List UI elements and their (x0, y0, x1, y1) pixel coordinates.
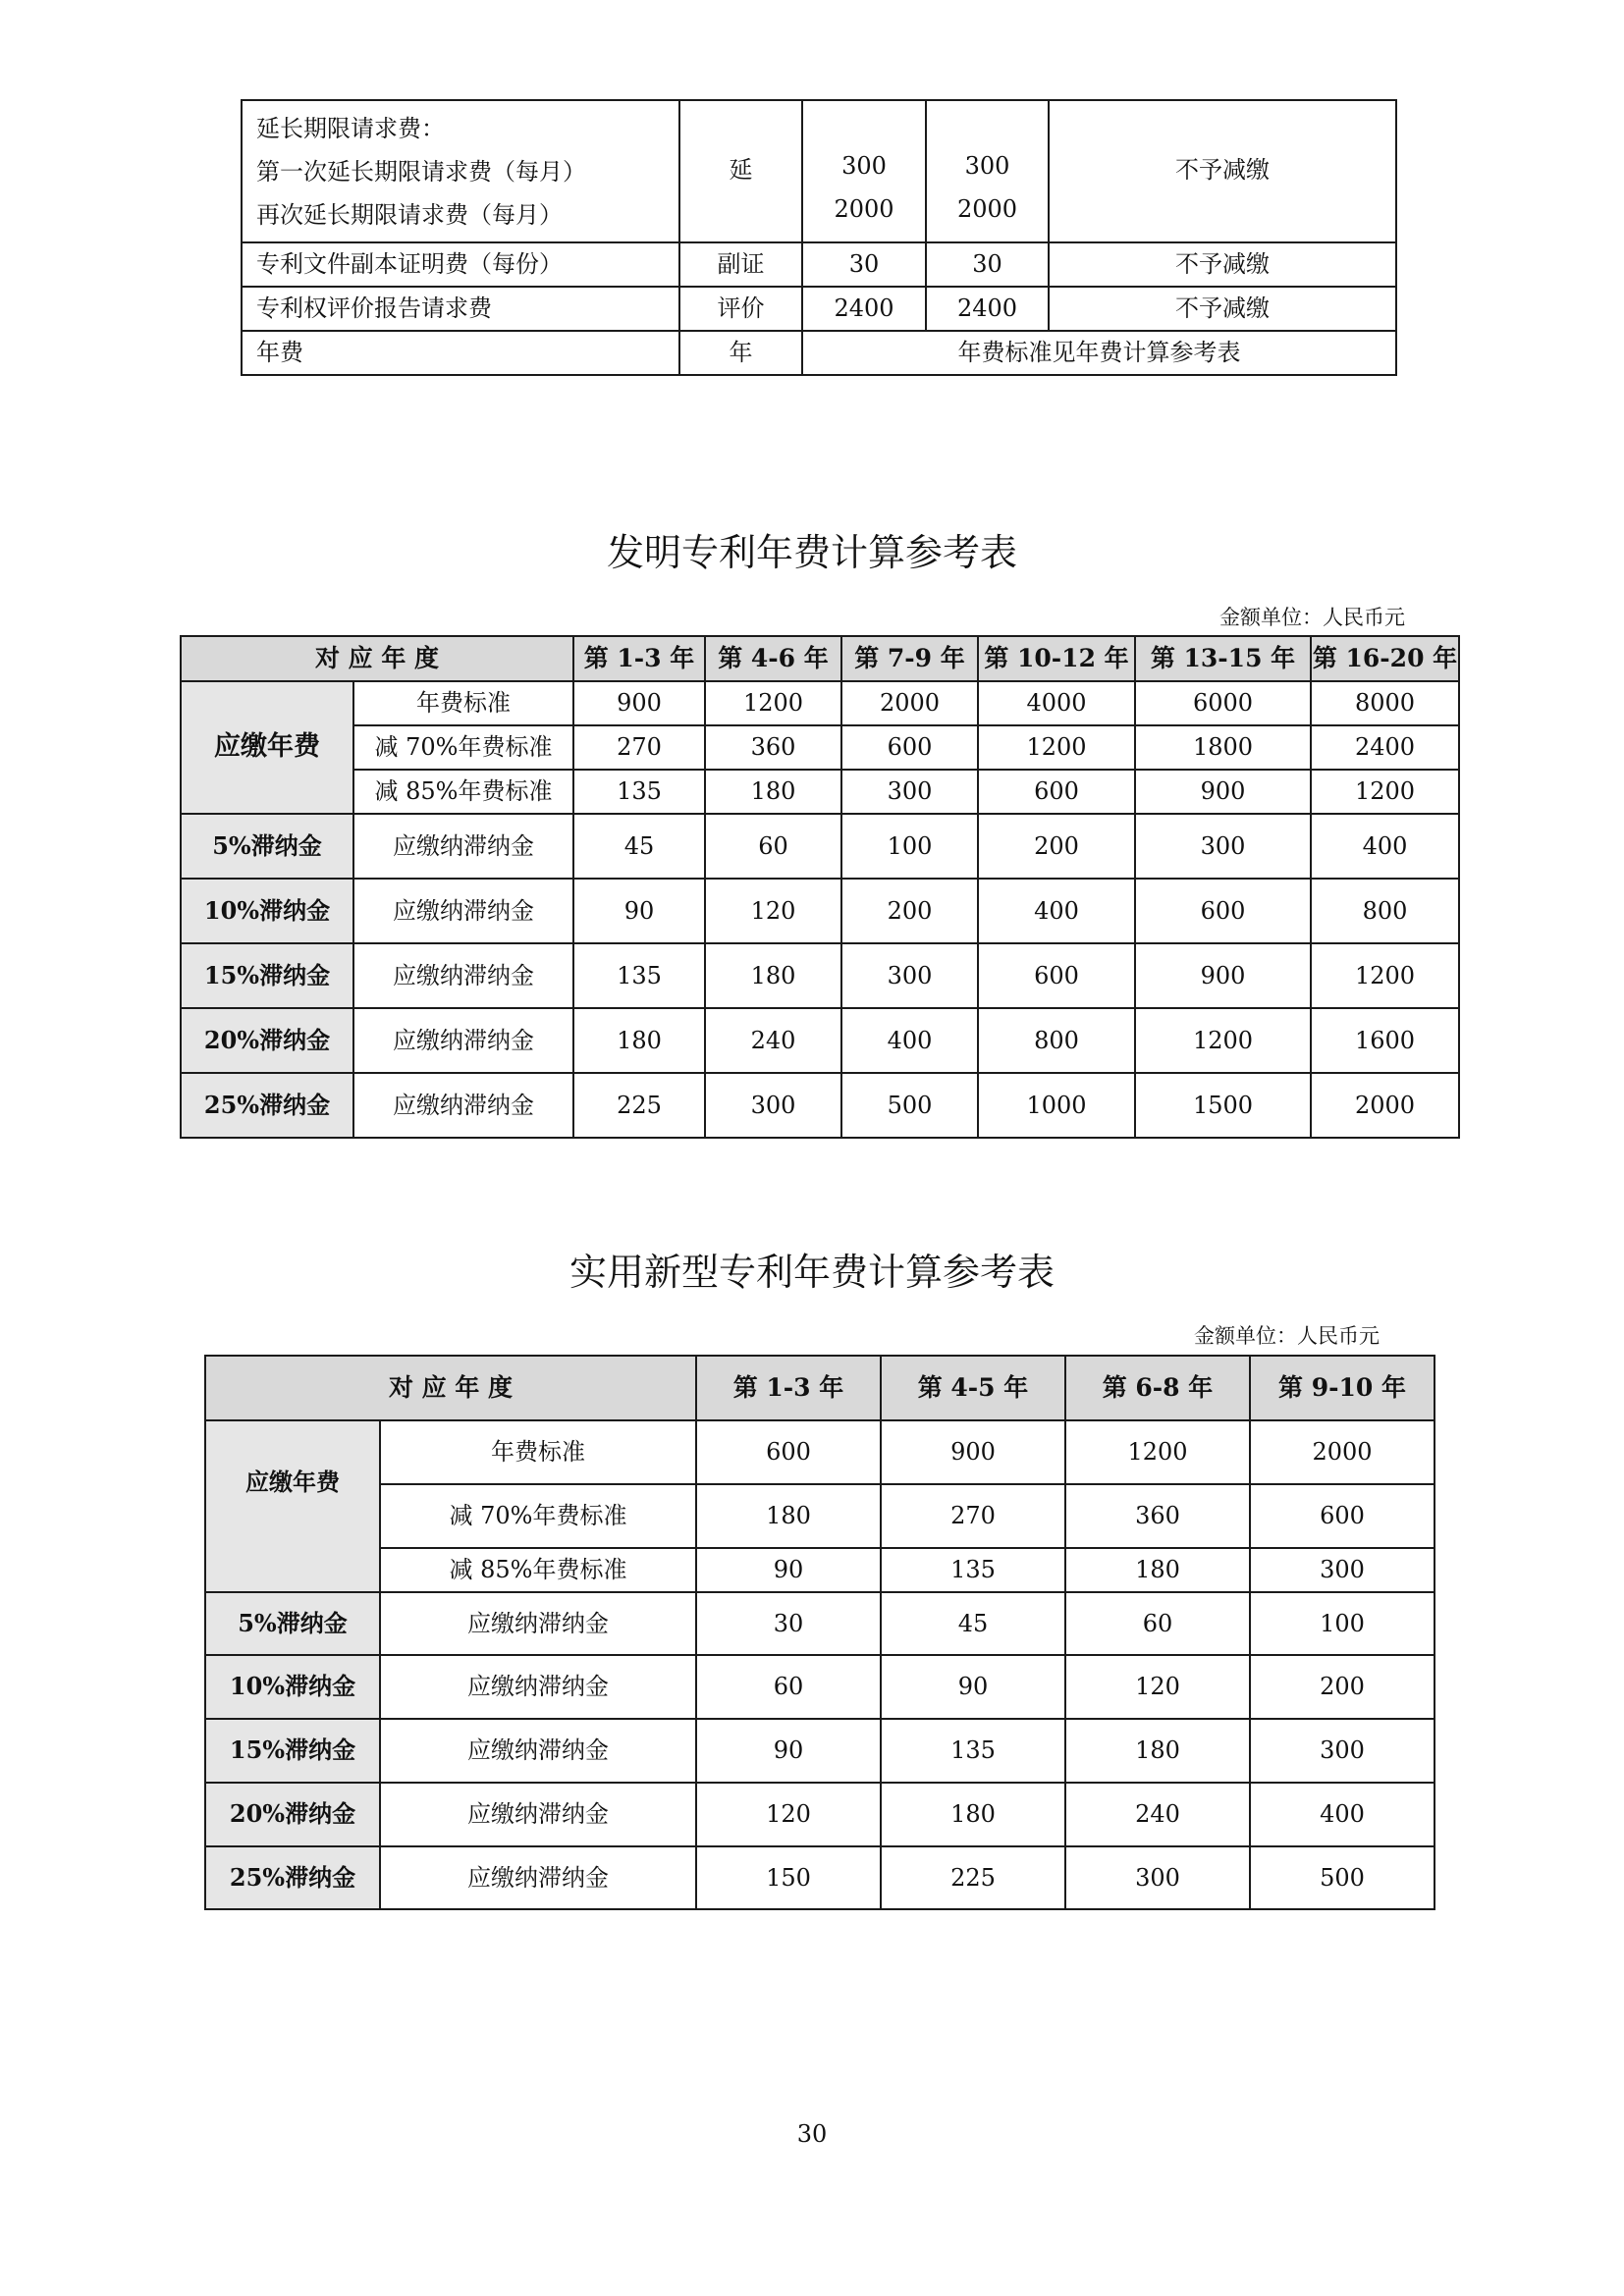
cell-value: 135 (573, 770, 705, 814)
year-header: 第 7-9 年 (841, 636, 978, 681)
annual-fee-code: 年 (679, 331, 802, 375)
cell-value: 2400 (1311, 725, 1459, 770)
year-header: 第 4-5 年 (881, 1356, 1065, 1420)
extension-fee-value-2: 300 2000 (926, 100, 1049, 242)
copy-cert-fee-value-1: 30 (802, 242, 926, 287)
cell-value: 45 (573, 814, 705, 879)
utility-fee-table (204, 1355, 1435, 1910)
cell-value: 900 (1135, 770, 1311, 814)
cell-value: 800 (978, 1008, 1135, 1073)
late-fee-group: 20%滞纳金 (181, 1008, 353, 1073)
table-row (242, 287, 1396, 331)
cell-value: 135 (573, 943, 705, 1008)
row-label: 应缴纳滞纳金 (380, 1719, 696, 1783)
cell-value: 60 (696, 1655, 881, 1719)
extension-fee-name: 延长期限请求费： 第一次延长期限请求费（每月） 再次延长期限请求费（每月） (242, 100, 679, 242)
cell-value: 500 (1250, 1846, 1435, 1909)
cell-value: 6000 (1135, 681, 1311, 725)
cell-value: 1200 (978, 725, 1135, 770)
table-row (205, 1420, 1435, 1484)
cell-value: 200 (841, 879, 978, 943)
cell-value: 200 (1250, 1655, 1435, 1719)
cell-value: 360 (705, 725, 841, 770)
cell-value: 45 (881, 1592, 1065, 1655)
late-fee-group: 15%滞纳金 (181, 943, 353, 1008)
cell-value: 150 (696, 1846, 881, 1909)
cell-value: 300 (841, 943, 978, 1008)
cell-value: 90 (881, 1655, 1065, 1719)
table-row (205, 1846, 1435, 1909)
row-label: 应缴纳滞纳金 (353, 814, 573, 879)
cell-value: 60 (705, 814, 841, 879)
late-fee-group: 25%滞纳金 (181, 1073, 353, 1138)
invention-unit-label: 金额单位：人民币元 (1219, 606, 1405, 629)
row-label: 应缴纳滞纳金 (353, 943, 573, 1008)
cell-value: 300 (705, 1073, 841, 1138)
cell-value: 360 (1065, 1484, 1250, 1548)
cell-value: 240 (705, 1008, 841, 1073)
cell-value: 800 (1311, 879, 1459, 943)
late-fee-group: 20%滞纳金 (205, 1783, 380, 1846)
cell-value: 600 (841, 725, 978, 770)
cell-value: 1500 (1135, 1073, 1311, 1138)
cell-value: 1200 (1065, 1420, 1250, 1484)
annual-fee-name: 年费 (242, 331, 679, 375)
row-label: 减 85%年费标准 (353, 770, 573, 814)
cell-value: 135 (881, 1548, 1065, 1592)
copy-cert-fee-value-2: 30 (926, 242, 1049, 287)
table-row (205, 1783, 1435, 1846)
table-row (181, 943, 1459, 1008)
cell-value: 120 (696, 1783, 881, 1846)
row-label: 减 70%年费标准 (380, 1484, 696, 1548)
cell-value: 180 (1065, 1548, 1250, 1592)
year-header: 第 9-10 年 (1250, 1356, 1435, 1420)
cell-value: 400 (978, 879, 1135, 943)
table-row (181, 1008, 1459, 1073)
year-header: 第 13-15 年 (1135, 636, 1311, 681)
cell-value: 400 (1311, 814, 1459, 879)
cell-value: 8000 (1311, 681, 1459, 725)
cell-value: 1200 (705, 681, 841, 725)
cell-value: 4000 (978, 681, 1135, 725)
cell-value: 300 (1250, 1719, 1435, 1783)
row-label: 减 70%年费标准 (353, 725, 573, 770)
table-row (242, 100, 1396, 242)
cell-value: 600 (696, 1420, 881, 1484)
cell-value: 100 (841, 814, 978, 879)
cell-value: 2000 (1311, 1073, 1459, 1138)
invention-table-title: 发明专利年费计算参考表 (606, 531, 1017, 574)
cell-value: 900 (881, 1420, 1065, 1484)
cell-value: 180 (705, 770, 841, 814)
cell-value: 100 (1250, 1592, 1435, 1655)
cell-value: 900 (1135, 943, 1311, 1008)
year-header: 第 1-3 年 (696, 1356, 881, 1420)
late-fee-group: 5%滞纳金 (181, 814, 353, 879)
table-row (181, 681, 1459, 725)
year-header: 第 4-6 年 (705, 636, 841, 681)
invention-fee-table (180, 635, 1460, 1139)
cell-value: 30 (696, 1592, 881, 1655)
late-fee-group: 5%滞纳金 (205, 1592, 380, 1655)
utility-unit-label: 金额单位：人民币元 (1194, 1324, 1380, 1348)
cell-value: 60 (1065, 1592, 1250, 1655)
cell-value: 90 (573, 879, 705, 943)
cell-value: 1000 (978, 1073, 1135, 1138)
row-label: 应缴纳滞纳金 (380, 1592, 696, 1655)
late-fee-group: 25%滞纳金 (205, 1846, 380, 1909)
cell-value: 180 (705, 943, 841, 1008)
cell-value: 600 (978, 770, 1135, 814)
cell-value: 400 (1250, 1783, 1435, 1846)
cell-value: 90 (696, 1548, 881, 1592)
late-fee-group: 10%滞纳金 (181, 879, 353, 943)
cell-value: 1200 (1135, 1008, 1311, 1073)
table-header-row (205, 1356, 1435, 1420)
cell-value: 500 (841, 1073, 978, 1138)
evaluation-fee-value-1: 2400 (802, 287, 926, 331)
cell-value: 270 (881, 1484, 1065, 1548)
evaluation-fee-reduction: 不予减缴 (1049, 287, 1396, 331)
year-header-label: 对 应 年 度 (205, 1356, 696, 1420)
evaluation-fee-code: 评价 (679, 287, 802, 331)
row-label: 年费标准 (353, 681, 573, 725)
annual-fee-note: 年费标准见年费计算参考表 (802, 331, 1396, 375)
row-label: 应缴纳滞纳金 (353, 1008, 573, 1073)
row-label: 应缴纳滞纳金 (380, 1846, 696, 1909)
late-fee-group: 10%滞纳金 (205, 1655, 380, 1719)
cell-value: 1800 (1135, 725, 1311, 770)
cell-value: 270 (573, 725, 705, 770)
table-row (181, 725, 1459, 770)
cell-value: 225 (881, 1846, 1065, 1909)
copy-cert-fee-reduction: 不予减缴 (1049, 242, 1396, 287)
cell-value: 135 (881, 1719, 1065, 1783)
table-row (181, 1073, 1459, 1138)
table-row (242, 331, 1396, 375)
row-label: 应缴纳滞纳金 (380, 1655, 696, 1719)
extension-fee-value-1: 300 2000 (802, 100, 926, 242)
evaluation-fee-value-2: 2400 (926, 287, 1049, 331)
row-label: 年费标准 (380, 1420, 696, 1484)
cell-value: 400 (841, 1008, 978, 1073)
cell-value: 2000 (1250, 1420, 1435, 1484)
row-label: 应缴纳滞纳金 (353, 879, 573, 943)
cell-value: 240 (1065, 1783, 1250, 1846)
cell-value: 600 (1135, 879, 1311, 943)
cell-value: 180 (881, 1783, 1065, 1846)
cell-value: 200 (978, 814, 1135, 879)
row-label: 减 85%年费标准 (380, 1548, 696, 1592)
cell-value: 300 (841, 770, 978, 814)
cell-value: 120 (705, 879, 841, 943)
year-header: 第 10-12 年 (978, 636, 1135, 681)
due-fee-group: 应缴年费 (205, 1420, 380, 1592)
table-row (205, 1592, 1435, 1655)
late-fee-group: 15%滞纳金 (205, 1719, 380, 1783)
year-header: 第 1-3 年 (573, 636, 705, 681)
cell-value: 120 (1065, 1655, 1250, 1719)
table-header-row (181, 636, 1459, 681)
table-row (181, 814, 1459, 879)
copy-cert-fee-name: 专利文件副本证明费（每份） (242, 242, 679, 287)
cell-value: 1200 (1311, 770, 1459, 814)
cell-value: 180 (573, 1008, 705, 1073)
cell-value: 225 (573, 1073, 705, 1138)
utility-table-title: 实用新型专利年费计算参考表 (568, 1251, 1055, 1294)
table-row (181, 879, 1459, 943)
table-row (181, 770, 1459, 814)
table-row (205, 1719, 1435, 1783)
year-header-label: 对 应 年 度 (181, 636, 573, 681)
cell-value: 2000 (841, 681, 978, 725)
row-label: 应缴纳滞纳金 (353, 1073, 573, 1138)
extension-fee-reduction: 不予减缴 (1049, 100, 1396, 242)
cell-value: 300 (1250, 1548, 1435, 1592)
cell-value: 1600 (1311, 1008, 1459, 1073)
row-label: 应缴纳滞纳金 (380, 1783, 696, 1846)
cell-value: 90 (696, 1719, 881, 1783)
copy-cert-fee-code: 副证 (679, 242, 802, 287)
table-row (205, 1548, 1435, 1592)
cell-value: 300 (1065, 1846, 1250, 1909)
cell-value: 600 (1250, 1484, 1435, 1548)
cell-value: 600 (978, 943, 1135, 1008)
cell-value: 900 (573, 681, 705, 725)
cell-value: 1200 (1311, 943, 1459, 1008)
year-header: 第 16-20 年 (1311, 636, 1459, 681)
extension-fee-code: 延 (679, 100, 802, 242)
year-header: 第 6-8 年 (1065, 1356, 1250, 1420)
evaluation-fee-name: 专利权评价报告请求费 (242, 287, 679, 331)
table-row (205, 1484, 1435, 1548)
cell-value: 180 (1065, 1719, 1250, 1783)
table-row (205, 1655, 1435, 1719)
cell-value: 300 (1135, 814, 1311, 879)
fee-table (241, 99, 1397, 376)
page-number: 30 (796, 2120, 828, 2148)
table-row (242, 242, 1396, 287)
due-fee-group: 应缴年费 (181, 681, 353, 814)
cell-value: 180 (696, 1484, 881, 1548)
